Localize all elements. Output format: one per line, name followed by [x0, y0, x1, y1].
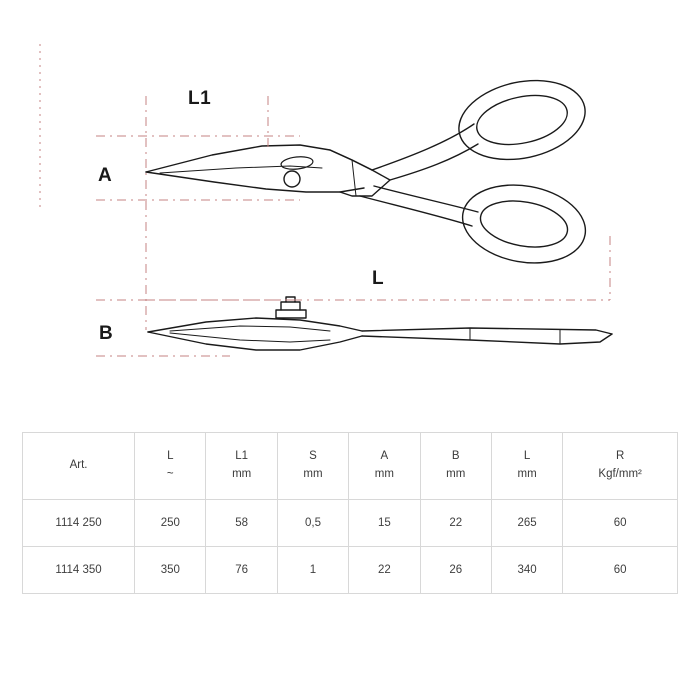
- cell-l: 350: [135, 547, 206, 594]
- table-header-cell-art: [23, 433, 135, 500]
- specification-table: [22, 432, 678, 594]
- lower-ring-outer: [456, 176, 591, 272]
- table-header-cell-l1: [206, 433, 277, 500]
- cell-r: 60: [563, 547, 678, 594]
- cell-l1: 76: [206, 547, 277, 594]
- header-unit-l: ~: [166, 468, 174, 480]
- header-name-l2: L: [523, 450, 531, 463]
- upper-handle-inner: [390, 144, 478, 180]
- dimension-label-l1: L1: [188, 88, 212, 109]
- header-name-a: A: [380, 450, 389, 463]
- cell-b: 22: [420, 500, 491, 547]
- header-unit-a: mm: [374, 468, 394, 480]
- screw-base: [276, 310, 306, 318]
- table-body: [23, 500, 678, 594]
- cell-l2: 340: [491, 547, 562, 594]
- header-unit-s: mm: [303, 468, 323, 480]
- header-name-l: L: [167, 450, 174, 463]
- header-name-l1: L1: [235, 450, 249, 463]
- table-row: [23, 500, 678, 547]
- header-name-s: S: [309, 450, 317, 463]
- table-header-row: [23, 433, 678, 500]
- table-header-cell-a: [349, 433, 420, 500]
- lower-view-inner-line-2: [170, 333, 330, 342]
- handle-bottom-edge: [362, 334, 612, 344]
- table-row: [23, 547, 678, 594]
- table-header-cell-b: [420, 433, 491, 500]
- header-unit-b: mm: [446, 468, 466, 480]
- cell-art: 1114 350: [23, 547, 135, 594]
- cell-r: 60: [563, 500, 678, 547]
- dimension-label-a: A: [98, 165, 113, 186]
- header-name-b: B: [451, 450, 460, 463]
- cell-s: 0,5: [277, 500, 348, 547]
- cell-art: 1114 250: [23, 500, 135, 547]
- lower-handle-inner: [374, 186, 478, 212]
- blade-relief-oval: [280, 155, 313, 170]
- table-header-cell-l: [135, 433, 206, 500]
- upper-ring-outer: [451, 70, 592, 171]
- cell-l: 250: [135, 500, 206, 547]
- header-unit-r: Kgf/mm²: [598, 468, 642, 480]
- pivot-circle: [284, 171, 300, 187]
- upper-blade-bottom-edge: [146, 172, 364, 192]
- cell-l1: 58: [206, 500, 277, 547]
- upper-blade-top-edge: [146, 145, 372, 172]
- header-name-art: Art.: [69, 459, 88, 472]
- dimension-label-l: L: [372, 268, 385, 289]
- cell-a: 22: [349, 547, 420, 594]
- lower-ring-inner: [477, 195, 571, 254]
- upper-ring-inner: [472, 88, 572, 152]
- dimension-label-b: B: [99, 323, 114, 344]
- lower-handle-outer: [360, 196, 472, 226]
- cell-b: 26: [420, 547, 491, 594]
- header-name-r: R: [615, 450, 625, 463]
- cell-l2: 265: [491, 500, 562, 547]
- header-unit-l2: mm: [517, 468, 537, 480]
- handle-top-edge: [362, 328, 612, 334]
- cell-a: 15: [349, 500, 420, 547]
- table-header-cell-r: [563, 433, 678, 500]
- screw-body: [281, 302, 300, 310]
- lower-view-inner-line: [170, 326, 330, 331]
- table-header-cell-s: [277, 433, 348, 500]
- cell-s: 1: [277, 547, 348, 594]
- dimension-lines: [40, 44, 610, 356]
- table-header: [23, 433, 678, 500]
- header-unit-l1: mm: [232, 468, 252, 480]
- table-header-cell-l2: [491, 433, 562, 500]
